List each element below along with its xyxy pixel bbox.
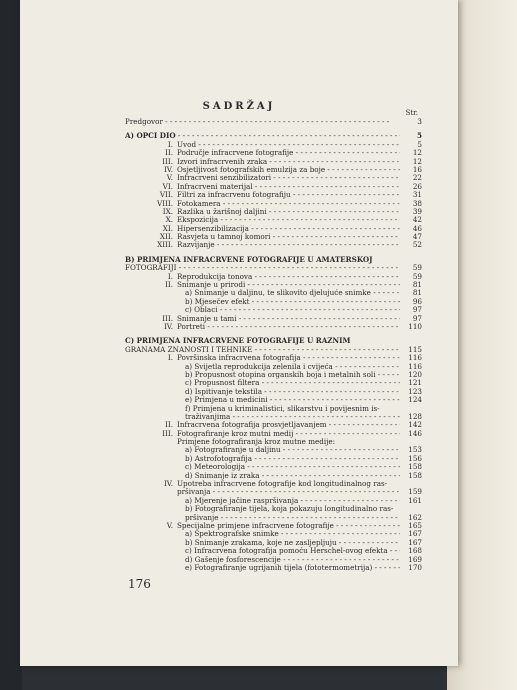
toc-entry-page: 96: [412, 297, 422, 306]
toc-entry-page: 121: [408, 379, 422, 388]
toc-entry: [125, 472, 422, 480]
toc-entry-page: 128: [408, 412, 422, 421]
toc-entry-page: 5: [416, 132, 422, 141]
toc-entry-page: 12: [412, 149, 422, 158]
toc-entry-title: Hipersenzibilizacija - - -: [177, 225, 400, 233]
toc-entry-page: 39: [412, 207, 422, 216]
toc-entry-title: f) Primjena u kriminalistici, slikarstvu i povijesnim is-: [185, 404, 380, 413]
toc-entry-number: I.: [167, 354, 173, 363]
toc-entry: [125, 371, 422, 379]
toc-entry-title: a) Fotografiranje u daljinu - - -: [185, 446, 400, 454]
toc-entry-page: 38: [412, 199, 422, 208]
toc-entry-page: 12: [412, 157, 422, 166]
toc-entry-page: 156: [408, 454, 422, 463]
toc-entry: [125, 455, 422, 463]
table-of-contents: [125, 118, 422, 572]
toc-entry-number: XIII.: [157, 241, 173, 250]
toc-entry: [125, 388, 422, 396]
toc-entry-title: Osjetljivost fotografskih emulzija za boje - - -: [177, 166, 400, 174]
toc-entry-page: 170: [408, 563, 422, 572]
toc-entry: [125, 363, 422, 371]
toc-entry-number: III.: [162, 429, 173, 438]
toc-entry: [125, 354, 422, 362]
toc-entry: [125, 281, 422, 289]
toc-entry-page: 158: [408, 463, 422, 472]
toc-entry: [125, 264, 422, 272]
toc-entry-page: 47: [412, 233, 422, 242]
toc-entry-title: e) Fotografiranje ugrijanih tijela (fototermometrija) - - -: [185, 564, 400, 572]
book-page: [20, 0, 458, 666]
toc-entry-number: III.: [162, 157, 173, 166]
toc-entry-title: Područje infracrvene fotografije - - -: [177, 149, 400, 157]
toc-entry-title: c) Propusnost filtera - - -: [185, 379, 400, 387]
toc-entry-title: a) Svijetla reprodukcija zelenila i cvijeća - - -: [185, 363, 400, 371]
toc-entry: [125, 225, 422, 233]
toc-entry-title: c) Meteorologija - - -: [185, 463, 400, 471]
toc-entry-number: X.: [165, 216, 173, 225]
toc-entry: [125, 149, 422, 157]
toc-entry: [125, 505, 422, 513]
toc-entry: [125, 166, 422, 174]
toc-entry-page: 97: [412, 306, 422, 315]
toc-entry-title: pršivanja - - -: [177, 488, 400, 496]
toc-entry-title: d) Snimanje iz zraka - - -: [185, 472, 400, 480]
toc-entry-title: Snimanje u tami - - -: [177, 315, 400, 323]
toc-entry-page: 59: [412, 264, 422, 273]
toc-entry: [125, 306, 422, 314]
toc-entry-page: 46: [412, 224, 422, 233]
toc-entry: [125, 522, 422, 530]
toc-entry-number: VI.: [162, 182, 173, 191]
toc-entry-title: Specijalne primjene infracrvene fotografije - - -: [177, 522, 400, 530]
toc-entry: [125, 233, 422, 241]
toc-entry-page: 97: [412, 314, 422, 323]
toc-entry-number: I.: [167, 272, 173, 281]
toc-entry-page: 161: [408, 496, 422, 505]
toc-entry-title: e) Primjena u medicini - - -: [185, 396, 400, 404]
toc-entry-page: 116: [408, 354, 422, 363]
toc-entry-title: Izvori infracrvenih zraka - - -: [177, 158, 400, 166]
toc-entry-page: 81: [412, 289, 422, 298]
toc-entry: [125, 463, 422, 471]
toc-entry: [125, 413, 422, 421]
toc-entry-title: a) Spektrografske snimke - - -: [185, 530, 400, 538]
toc-entry-title: Snimanje u prirodi - - -: [177, 281, 400, 289]
toc-entry-number: IX.: [162, 207, 173, 216]
toc-entry-title: b) Snimanje zrakama, koje ne zasljepljuju - - -: [185, 539, 400, 547]
toc-entry: [125, 446, 422, 454]
toc-entry: [125, 132, 422, 140]
toc-entry-title: FOTOGRAFIJI - - -: [125, 264, 400, 272]
toc-entry: [125, 323, 422, 331]
toc-entry: [125, 174, 422, 182]
toc-entry-number: II.: [165, 281, 173, 290]
toc-entry-title: pršivanje - - -: [185, 514, 400, 522]
toc-entry-page: 167: [408, 538, 422, 547]
toc-entry-page: 124: [408, 396, 422, 405]
toc-entry-page: 5: [417, 140, 422, 149]
toc-entry-title: c) Oblaci - - -: [185, 306, 400, 314]
toc-entry-title: Razlika u žarišnoj daljini - - -: [177, 208, 400, 216]
toc-entry-page: 110: [408, 322, 422, 331]
toc-entry: [125, 430, 422, 438]
toc-entry-page: 120: [408, 370, 422, 379]
toc-entry-title: GRANAMA ZNANOSTI I TEHNIKE - - -: [125, 346, 400, 354]
toc-entry-number: XII.: [159, 233, 173, 242]
toc-entry-title: Razvijanje - - -: [177, 241, 400, 249]
toc-entry: [125, 396, 422, 404]
toc-entry-title: d) Ispitivanje tekstila - - -: [185, 388, 400, 396]
toc-entry-title: Portreti - - -: [177, 323, 400, 331]
toc-entry-title: a) Mjerenje jačine raspršivanja - - -: [185, 497, 400, 505]
toc-entry-page: 153: [408, 446, 422, 455]
toc-entry-page: 165: [408, 521, 422, 530]
toc-entry: [125, 289, 422, 297]
toc-entry-title: C) PRIMJENA INFRACRVENE FOTOGRAFIJE U RAZNIM: [125, 337, 351, 346]
toc-entry-number: III.: [162, 314, 173, 323]
toc-entry-page: 123: [408, 387, 422, 396]
toc-entry-title: Predgovor - - -: [125, 118, 400, 126]
toc-entry-page: 26: [412, 182, 422, 191]
toc-entry: [125, 141, 422, 149]
toc-entry: [125, 256, 422, 264]
toc-entry-title: b) Fotografiranje tijela, koja pokazuju longitudinalno ras-: [185, 505, 394, 514]
toc-entry-page: 146: [408, 429, 422, 438]
toc-entry-title: Površinska infracrvena fotografija - - -: [177, 354, 400, 362]
toc-entry-title: Primjene fotografiranja kroz mutne medije:: [177, 438, 336, 447]
toc-entry: [125, 216, 422, 224]
toc-entry: [125, 480, 422, 488]
toc-entry: [125, 346, 422, 354]
toc-entry-number: V.: [166, 521, 173, 530]
toc-entry-title: Ekspozicija - - -: [177, 216, 400, 224]
toc-entry-title: B) PRIMJENA INFRACRVENE FOTOGRAFIJE U AMATERSKOJ: [125, 255, 373, 264]
toc-entry-number: II.: [165, 421, 173, 430]
toc-entry: [125, 273, 422, 281]
toc-entry-page: 116: [408, 362, 422, 371]
toc-entry: [125, 200, 422, 208]
toc-entry-page: 31: [412, 191, 422, 200]
toc-entry-page: 16: [412, 165, 422, 174]
toc-entry-title: Infracrveni senzibilizatori - - -: [177, 174, 400, 182]
toc-entry: [125, 514, 422, 522]
toc-entry: [125, 298, 422, 306]
toc-entry-page: 52: [412, 241, 422, 250]
toc-entry-title: A) OPĆI DIO - - -: [125, 132, 400, 140]
toc-entry: [125, 421, 422, 429]
toc-entry: [125, 405, 422, 413]
toc-entry-number: V.: [166, 174, 173, 183]
toc-entry: [125, 564, 422, 572]
toc-entry: [125, 315, 422, 323]
toc-entry-page: 59: [412, 272, 422, 281]
toc-entry: [125, 497, 422, 505]
toc-entry: [125, 241, 422, 249]
toc-entry-title: b) Mjesečev efekt - - -: [185, 298, 400, 306]
toc-entry-title: Fotokamera - - -: [177, 200, 400, 208]
toc-entry-title: d) Gašenje fosforescencije - - -: [185, 556, 400, 564]
toc-entry-number: VII.: [159, 191, 173, 200]
toc-entry-page: 81: [412, 281, 422, 290]
toc-entry-title: Reprodukcija tonova - - -: [177, 273, 400, 281]
toc-entry-number: IV.: [163, 165, 173, 174]
toc-entry-title: traživanjima - - -: [185, 413, 400, 421]
toc-entry-title: c) Infracrvena fotografija pomoću Herschel-ovog efekta - - -: [185, 547, 400, 555]
toc-entry-page: 42: [412, 216, 422, 225]
toc-entry-page: 159: [408, 488, 422, 497]
toc-entry-page: 22: [412, 174, 422, 183]
toc-entry-title: Rasvjeta u tamnoj komori - - -: [177, 233, 400, 241]
page-column-label: Str.: [405, 109, 418, 117]
toc-entry-page: 3: [417, 118, 422, 126]
toc-entry: [125, 556, 422, 564]
toc-entry-number: IV.: [163, 322, 173, 331]
book-spine-shadow: [0, 0, 22, 690]
toc-entry: [125, 183, 422, 191]
page-number: 176: [128, 577, 151, 591]
toc-entry: [125, 337, 422, 345]
toc-entry-page: 142: [408, 421, 422, 430]
toc-entry-number: I.: [167, 140, 173, 149]
toc-entry-title: b) Propusnost otopina organskih boja i metalnih soli - - -: [185, 371, 400, 379]
page-heading: SADRŽAJ: [202, 101, 276, 112]
toc-entry-number: II.: [165, 149, 173, 158]
toc-entry-title: Uvod - - -: [177, 141, 400, 149]
toc-entry: [125, 191, 422, 199]
toc-entry: [125, 208, 422, 216]
toc-entry: [125, 539, 422, 547]
toc-entry-title: Infracrvena fotografija prosvjetljavanjem - - -: [177, 421, 400, 429]
toc-entry: [125, 438, 422, 446]
toc-entry: [125, 488, 422, 496]
toc-entry-page: 169: [408, 555, 422, 564]
toc-entry-title: Infracrveni materijal - - -: [177, 183, 400, 191]
toc-entry: [125, 530, 422, 538]
toc-entry-number: XI.: [162, 224, 173, 233]
toc-entry-number: VIII.: [157, 199, 173, 208]
toc-entry-page: 162: [408, 513, 422, 522]
toc-entry-page: 115: [408, 345, 422, 354]
toc-entry: [125, 118, 422, 126]
toc-entry-title: Upotreba infracrvene fotografije kod longitudinalnog ras-: [177, 480, 388, 489]
toc-entry-title: a) Snimanje u daljinu, te slikovito djelujuće snimke - - -: [185, 289, 400, 297]
toc-entry: [125, 158, 422, 166]
toc-entry-number: IV.: [163, 480, 173, 489]
toc-entry-page: 168: [408, 547, 422, 556]
toc-entry-title: Fotografiranje kroz mutni medij - - -: [177, 430, 400, 438]
toc-entry-title: b) Astrofotografija - - -: [185, 455, 400, 463]
toc-entry-page: 167: [408, 530, 422, 539]
toc-entry-title: Filtri za infracrvenu fotografiju - - -: [177, 191, 400, 199]
toc-entry-page: 158: [408, 471, 422, 480]
toc-entry: [125, 547, 422, 555]
toc-entry: [125, 379, 422, 387]
